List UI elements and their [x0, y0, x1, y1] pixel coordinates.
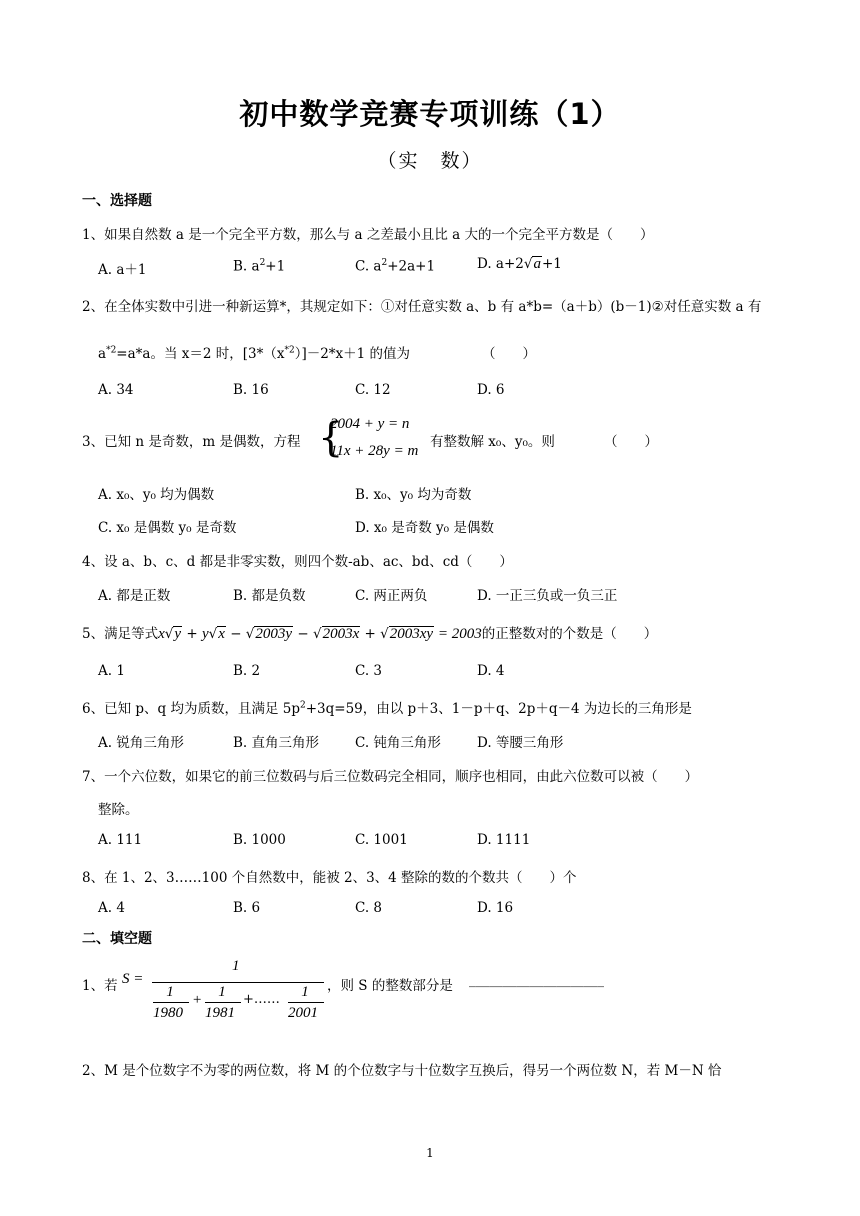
sqrt-symbol: √	[523, 256, 533, 272]
question-3-prefix: 3、已知 n 是奇数，m 是偶数，方程	[82, 434, 301, 450]
term-1-numerator: 1	[166, 984, 174, 1000]
q7-option-b: B. 1000	[233, 832, 286, 848]
question-6: 6、已知 p、q 均为质数，且满足 $5p^2+3q=59$，由以 p＋3、1－p＋q、2p＋q－4 为边长的三角形是	[82, 700, 692, 717]
equation-1: 2004 + y = n	[330, 416, 410, 432]
q6-option-d: D. 等腰三角形	[477, 735, 564, 751]
section-heading-fill-blank: 二、填空题	[82, 931, 152, 947]
equation-2: 11x + 28y = m	[330, 443, 419, 459]
q2-option-d: D. 6	[477, 382, 505, 398]
q3-option-a: A. x₀、y₀ 均为偶数	[98, 487, 215, 503]
q6-option-c: C. 钝角三角形	[355, 735, 441, 751]
q1-option-b: B. $a^2+1$	[233, 258, 286, 275]
q3-option-c: C. x₀ 是偶数 y₀ 是奇数	[98, 520, 237, 536]
q5-option-c: C. 3	[355, 663, 383, 679]
q7-option-d: D. 1111	[477, 832, 531, 848]
equation-brace: {	[318, 415, 344, 461]
question-3-answer-paren: （ ）	[604, 434, 658, 450]
q6-option-b: B. 直角三角形	[233, 735, 320, 751]
plus-sign-1: +	[192, 992, 203, 1008]
q5-option-d: D. 4	[477, 663, 505, 679]
question-3-suffix: 有整数解 x₀、y₀。则	[430, 434, 555, 450]
question-2-line-1: 2、在全体实数中引进一种新运算*，其规定如下：①对任意实数 a、b 有 a*b=（a＋b）(b－1)②对任意实数 a 有	[82, 299, 762, 315]
term-1-bar	[153, 1002, 189, 1003]
q8-option-b: B. 6	[233, 900, 261, 916]
question-2-line-2: $a^{*2}=a*a$。当 x＝2 时，$[3*(x^{*2})]-2*x+1$ 的值为	[98, 345, 411, 362]
q7-option-a: A. 111	[98, 832, 143, 848]
q4-option-a: A. 都是正数	[98, 588, 171, 604]
page-title: 初中数学竞赛专项训练（1）	[239, 97, 621, 131]
fill-question-2: 2、M 是个位数字不为零的两位数，将 M 的个位数字与十位数字互换后，得另一个两位数 N，若 M－N 恰	[82, 1063, 722, 1079]
q8-option-a: A. 4	[98, 900, 125, 916]
fill-question-1-prefix: 1、若	[82, 978, 118, 994]
q8-option-d: D. 16	[477, 900, 514, 916]
question-8: 8、在 1、2、3……100 个自然数中，能被 2、3、4 整除的数的个数共（ ）个	[82, 870, 577, 886]
q1-option-c: C. $a^2+2a+1$	[355, 258, 436, 275]
term-2-bar	[205, 1002, 241, 1003]
term-3-bar	[288, 1002, 324, 1003]
term-3-numerator: 1	[301, 984, 309, 1000]
q2-option-b: B. 16	[233, 382, 269, 398]
term-3-denominator: 2001	[288, 1005, 318, 1021]
q1-option-a: A. a＋1	[98, 262, 147, 278]
q4-option-c: C. 两正两负	[355, 588, 428, 604]
answer-blank[interactable]: ____________________	[469, 972, 604, 988]
question-1: 1、如果自然数 a 是一个完全平方数，那么与 a 之差最小且比 a 大的一个完全平方数是（ ）	[82, 227, 654, 243]
q5-option-b: B. 2	[233, 663, 261, 679]
q7-option-c: C. 1001	[355, 832, 408, 848]
question-4: 4、设 a、b、c、d 都是非零实数，则四个数-ab、ac、bd、cd（ ）	[82, 554, 513, 570]
q4-option-b: B. 都是负数	[233, 588, 306, 604]
term-2-denominator: 1981	[205, 1005, 235, 1021]
page-number: 1	[426, 1146, 434, 1160]
plus-ellipsis: +……	[243, 992, 280, 1007]
q6-option-a: A. 锐角三角形	[98, 735, 184, 751]
fill-question-1-s-label: S =	[122, 971, 144, 987]
question-7-line-2: 整除。	[98, 802, 139, 818]
q3-option-d: D. x₀ 是奇数 y₀ 是偶数	[355, 520, 494, 536]
page-subtitle: （实 数）	[377, 150, 483, 172]
main-fraction-bar	[152, 982, 324, 983]
q2-option-a: A. 34	[98, 382, 134, 398]
q8-option-c: C. 8	[355, 900, 383, 916]
question-2-answer-paren: （ ）	[482, 346, 536, 362]
q1-option-d: D. a+2√a+1	[477, 256, 562, 272]
question-5: 5、满足等式x√y + y√x − √2003y − √2003x + √2003xy = 2003的正整数对的个数是（ ）	[82, 626, 658, 642]
term-1-denominator: 1980	[153, 1005, 183, 1021]
q5-option-a: A. 1	[98, 663, 125, 679]
section-heading-choice: 一、选择题	[82, 193, 152, 209]
term-2-numerator: 1	[218, 984, 226, 1000]
fraction-numerator: 1	[232, 958, 240, 974]
fill-question-1-suffix: ，则 S 的整数部分是	[327, 978, 453, 994]
q3-option-b: B. x₀、y₀ 均为奇数	[355, 487, 472, 503]
q2-option-c: C. 12	[355, 382, 391, 398]
question-7-line-1: 7、一个六位数，如果它的前三位数码与后三位数码完全相同，顺序也相同，由此六位数可以被（ ）	[82, 769, 699, 785]
q4-option-d: D. 一正三负或一负三正	[477, 588, 618, 604]
